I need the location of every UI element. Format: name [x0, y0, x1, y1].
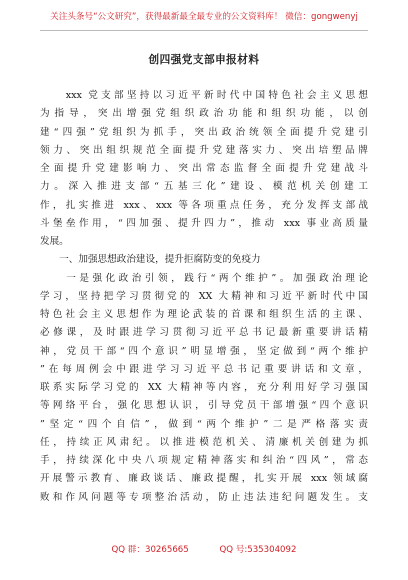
body-line: 作，扎实推进 xxx、xxx 等各项重点任务，充分发挥支部战 — [40, 199, 368, 211]
document-title: 创四强党支部申报材料 — [148, 54, 260, 66]
body-line: 特色社会主义思想作为理论武装的首课和组织生活的主课、 — [40, 309, 368, 320]
footer-qq-group: QQ 群：30265665 — [111, 545, 189, 555]
body-line: 力。深入推进支部“五基三化”建设、模范机关创建工 — [40, 181, 368, 193]
body-line: 学习，坚持把学习贯彻党的 XX 大精神和习近平新时代中国 — [40, 290, 368, 302]
section-paragraph — [40, 270, 368, 507]
body-line: xxx 党支部坚持以习近平新时代中国特色社会主义思想 — [40, 90, 368, 101]
document-body — [40, 87, 368, 507]
footer-contact — [40, 543, 368, 557]
body-line: 神，党员干部“四个意识”明显增强，坚定做到“两个维护 — [40, 345, 368, 357]
body-line: ”坚定“四个自信”，做到“两个维护”二是严格落实责 — [40, 418, 368, 430]
header-divider — [40, 30, 368, 31]
body-line: 任，持续正风肃纪。以推进模范机关、清廉机关创建为抓 — [40, 436, 368, 448]
body-line: 为指导，突出增强党组织政治功能和组织功能，以创 — [40, 108, 368, 120]
body-line: 一是强化政治引领，践行“两个维护”。加强政治理论 — [40, 272, 368, 284]
body-line: 开展警示教育、廉政谈话、廉政提醒，扎实开展 xxx 领域腐 — [40, 473, 368, 485]
intro-paragraph — [40, 87, 368, 251]
body-line: 联系实际学习党的 XX 大精神等内容，充分利用好学习强国 — [40, 382, 368, 393]
body-line: 手，持续深化中央八项规定精神落实和纠治“四风”，常态 — [40, 455, 368, 466]
body-line: 领力、突出组织规范全面提升党建落实力、突出培塑品牌 — [40, 144, 368, 156]
body-line: 败和作风问题等专项整治活动，防止违法违纪问题发生。支 — [40, 491, 368, 503]
body-line: 全面提升党建影响力、突出常态监督全面提升党建战斗 — [40, 163, 368, 174]
body-line: 必修课，及时跟进学习贯彻习近平总书记最新重要讲话精 — [40, 327, 368, 339]
section-heading: 一、加强思想政治建设，提升拒腐防变的免疫力 — [40, 254, 261, 266]
body-line: 发展。 — [40, 236, 69, 247]
body-line: ”在每周例会中跟进学习习近平总书记重要讲话和文章， — [40, 363, 368, 375]
footer-qq-number: QQ 号:535304092 — [219, 545, 297, 555]
body-line: 斗堡垒作用，“四加强、提升四力”，推动 xxx 事业高质量 — [40, 217, 368, 229]
body-line: 建“四强”党组织为抓手，突出政治统领全面提升党建引 — [40, 126, 368, 138]
header-banner: 关注头条号“公文研究”，获得最新最全最专业的公文资料库！ 微信：gongwenyj — [50, 12, 358, 22]
body-line: 等网络平台，强化思想认识，引导党员干部增强“四个意识 — [40, 400, 368, 412]
